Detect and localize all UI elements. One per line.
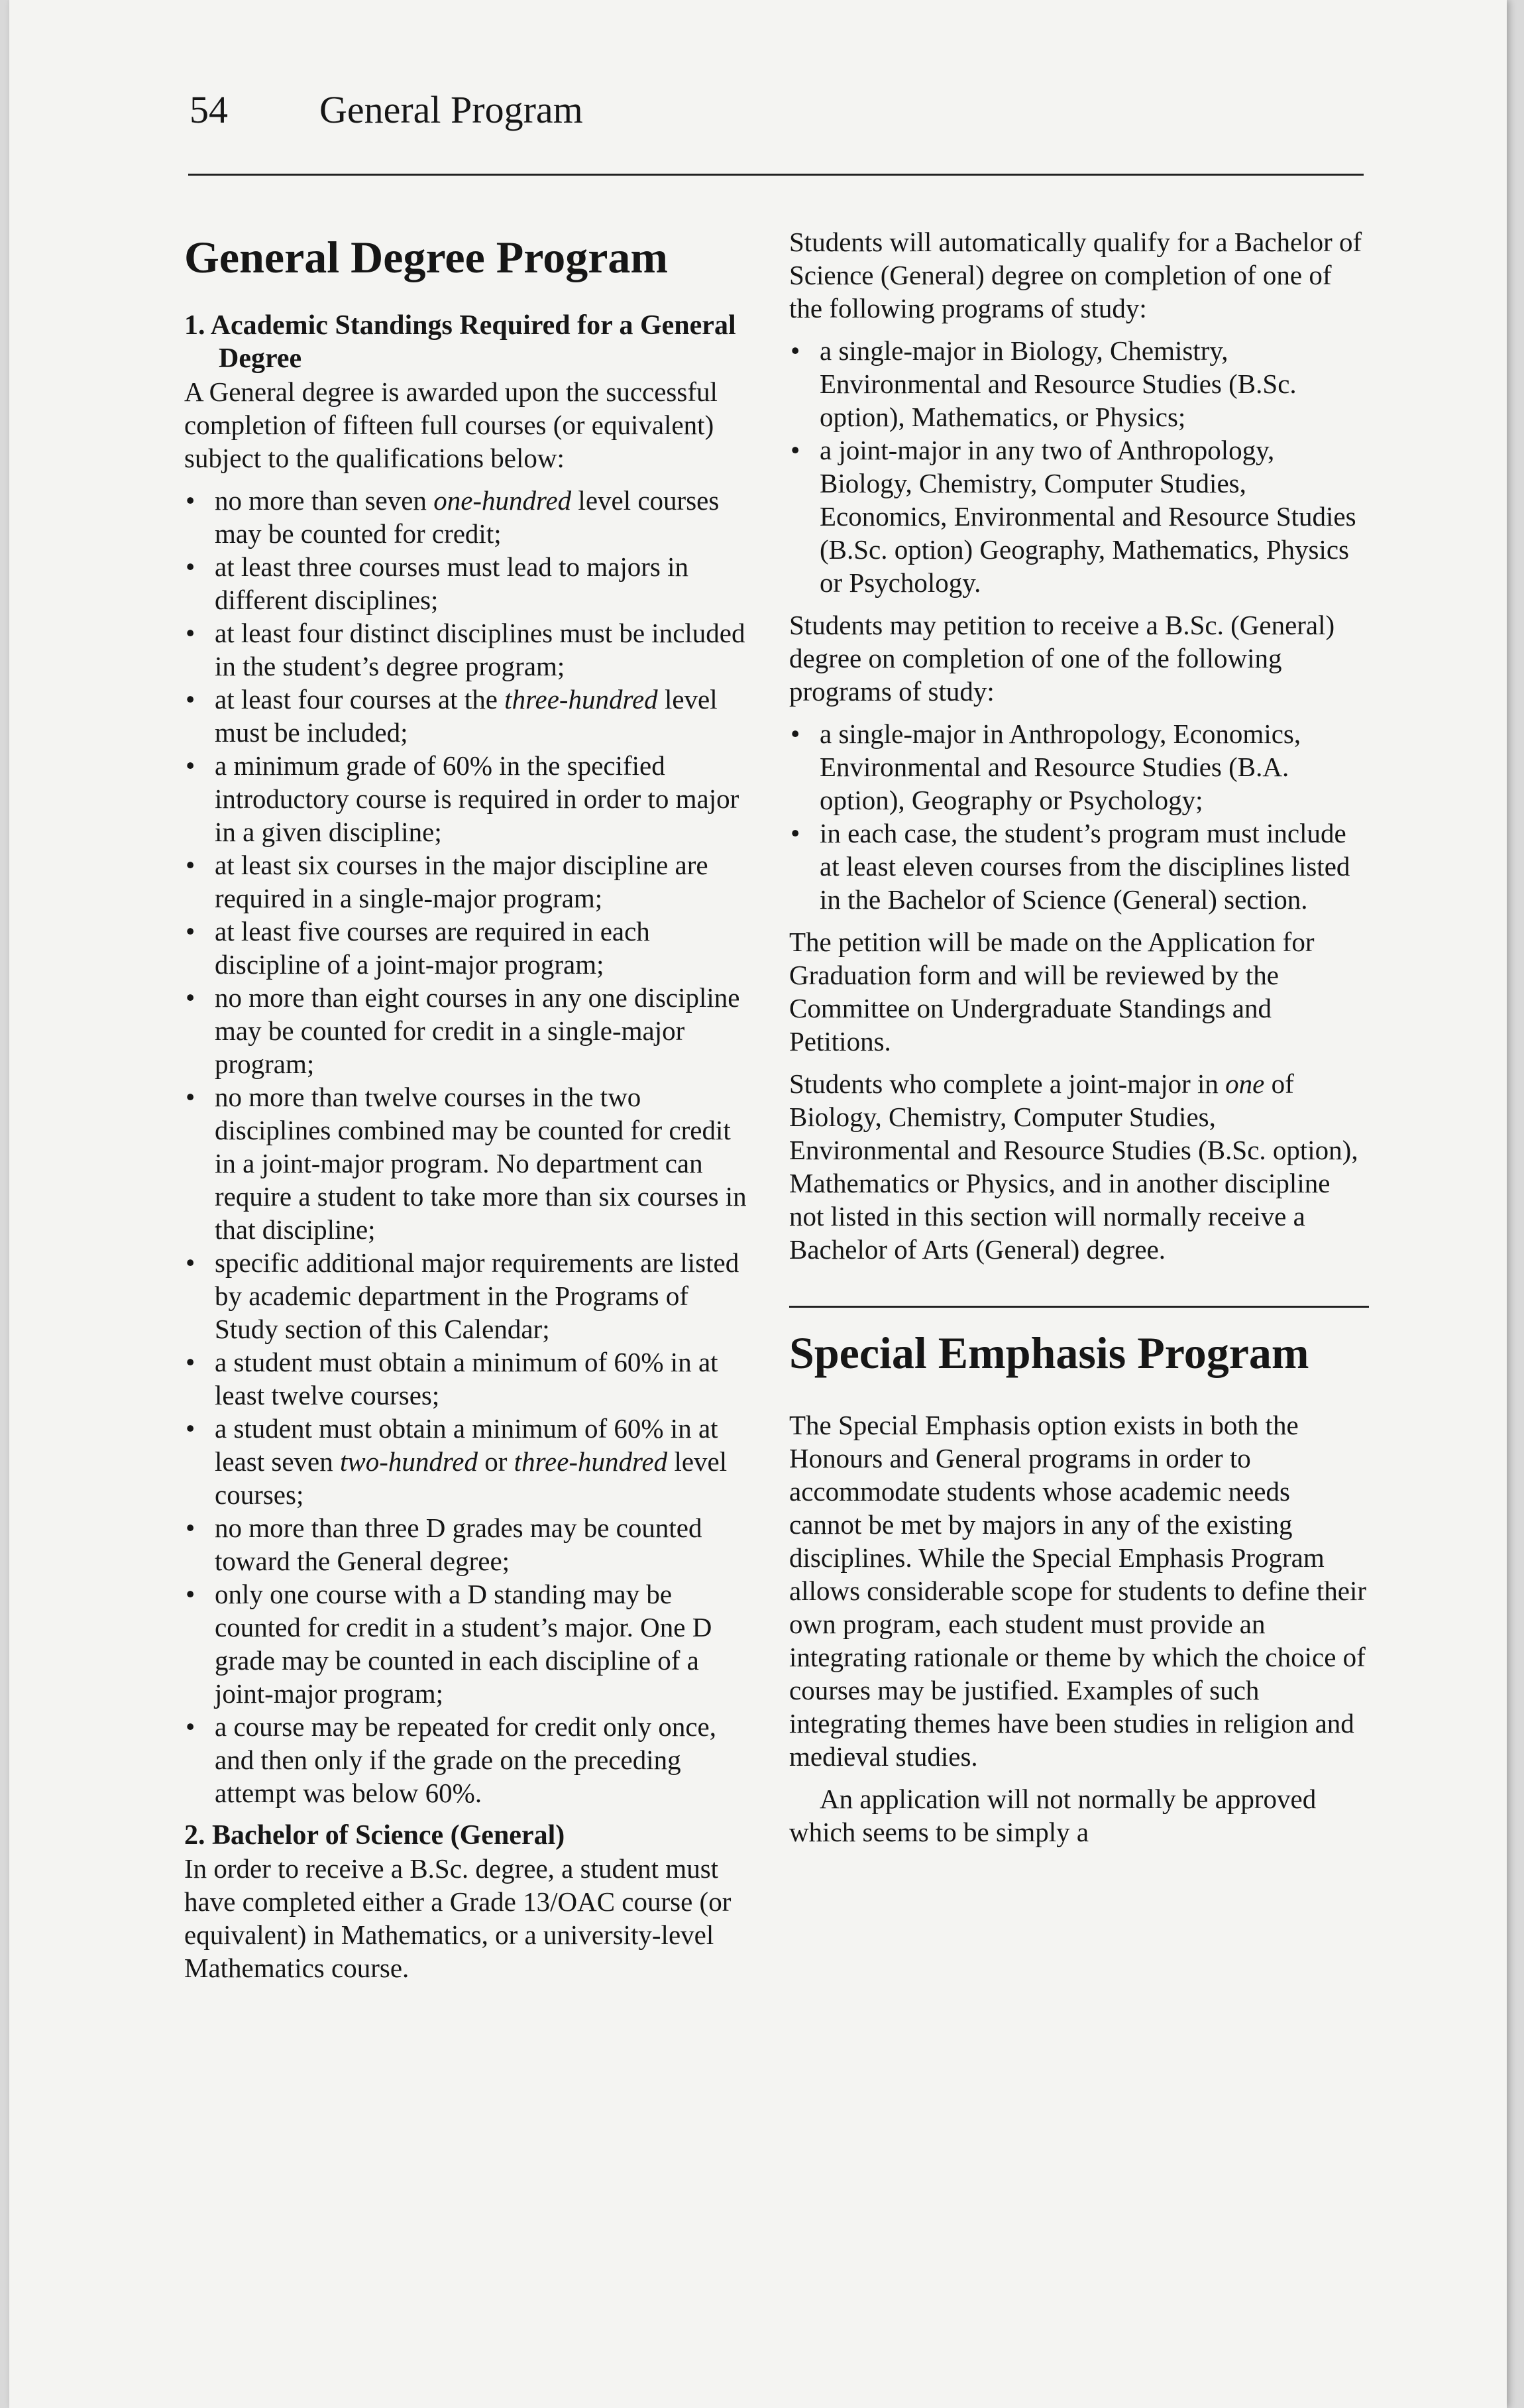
section-1-heading: 1. Academic Standings Required for a General Degree xyxy=(184,310,736,374)
list-item: • no more than twelve courses in the two disciplines combined may be counted for credit in a joint-major program. No department can require a student to take more than six courses in that discipline; xyxy=(184,1080,755,1246)
bsc-petition-intro: Students may petition to receive a B.Sc. (General) degree on completion of one of the following programs of study: xyxy=(789,610,1335,707)
requirements-list xyxy=(184,484,755,1809)
special-emphasis-title: Special Emphasis Program xyxy=(789,1328,1309,1378)
list-item: • a joint-major in any two of Anthropology, Biology, Chemistry, Computer Studies, Economics, Environmental and Resource Studies (B.Sc. option) Geography, Mathematics, Physics or Psychology. xyxy=(789,433,1369,599)
list-item: • at least three courses must lead to majors in different disciplines; xyxy=(184,550,755,616)
bsc-automatic-intro: Students will automatically qualify for a Bachelor of Science (General) degree on completion of one of the following programs of study: xyxy=(789,227,1362,323)
bsc-requirement-paragraph: In order to receive a B.Sc. degree, a student must have completed either a Grade 13/OAC course (or equivalent) in Mathematics, or a university-level Mathematics course. xyxy=(184,1853,732,1983)
list-item: • at least four distinct disciplines must be included in the student’s degree program; xyxy=(184,616,755,683)
list-item: • at least six courses in the major discipline are required in a single-major program; xyxy=(184,848,755,915)
list-item: • no more than three D grades may be counted toward the General degree; xyxy=(184,1511,755,1577)
petition-programs-list xyxy=(789,717,1369,916)
joint-major-paragraph: Students who complete a joint-major in one of Biology, Chemistry, Computer Studies, Environmental and Resource Studies (B.Sc. option), Mathematics or Physics, and in another discipline not listed in this section will normally receive a Bachelor of Arts (General) degree. xyxy=(789,1068,1358,1265)
calendar-page xyxy=(9,0,1507,2408)
list-item: • only one course with a D standing may be counted for credit in a student’s major. One D grade may be counted in each discipline of a joint-major program; xyxy=(184,1577,755,1710)
list-item: • a student must obtain a minimum of 60% in at least seven two-hundred or three-hundred level courses; xyxy=(184,1412,755,1511)
list-item: • in each case, the student’s program must include at least eleven courses from the disciplines listed in the Bachelor of Science (General) section. xyxy=(789,817,1369,916)
list-item: • no more than seven one-hundred level courses may be counted for credit; xyxy=(184,484,755,550)
left-column xyxy=(184,225,755,1994)
special-emphasis-paragraph: The Special Emphasis option exists in both the Honours and General programs in order to accommodate students whose academic needs cannot be met by majors in any of the existing disciplines. While the Special Emphasis Program allows considerable scope for students to define their own program, each student must provide an integrating rationale or theme by which the choice of courses may be justified. Examples of such integrating themes have been studies in religion and medieval studies. xyxy=(789,1410,1366,1772)
list-item: • a single-major in Anthropology, Economics, Environmental and Resource Studies (B.A. option), Geography or Psychology; xyxy=(789,717,1369,817)
general-degree-title: General Degree Program xyxy=(184,232,669,282)
section-divider xyxy=(789,1306,1369,1308)
petition-paragraph: The petition will be made on the Application for Graduation form and will be reviewed by the Committee on Undergraduate Standings and Petitions. xyxy=(789,927,1315,1057)
section-2-heading: 2. Bachelor of Science (General) xyxy=(184,1820,565,1851)
page-header xyxy=(188,86,1364,176)
list-item: • specific additional major requirements are listed by academic department in the Programs of Study section of this Calendar; xyxy=(184,1246,755,1346)
list-item: • no more than eight courses in any one discipline may be counted for credit in a single-major program; xyxy=(184,981,755,1080)
list-item: • a student must obtain a minimum of 60% in at least twelve courses; xyxy=(184,1346,755,1412)
list-item: • at least four courses at the three-hundred level must be included; xyxy=(184,683,755,749)
list-item: • a course may be repeated for credit only once, and then only if the grade on the preceding attempt was below 60%. xyxy=(184,1710,755,1809)
running-title: General Program xyxy=(319,88,583,131)
list-item: • at least five courses are required in each discipline of a joint-major program; xyxy=(184,915,755,981)
list-item: • a single-major in Biology, Chemistry, Environmental and Resource Studies (B.Sc. option), Mathematics, or Physics; xyxy=(789,334,1369,433)
application-paragraph: An application will not normally be approved which seems to be simply a xyxy=(789,1784,1317,1847)
section-1-intro: A General degree is awarded upon the successful completion of fifteen full courses (or equivalent) subject to the qualifications below: xyxy=(184,376,718,473)
automatic-programs-list xyxy=(789,334,1369,599)
page-number: 54 xyxy=(190,88,228,131)
right-column xyxy=(789,225,1369,1858)
list-item: • a minimum grade of 60% in the specified introductory course is required in order to major in a given discipline; xyxy=(184,749,755,848)
